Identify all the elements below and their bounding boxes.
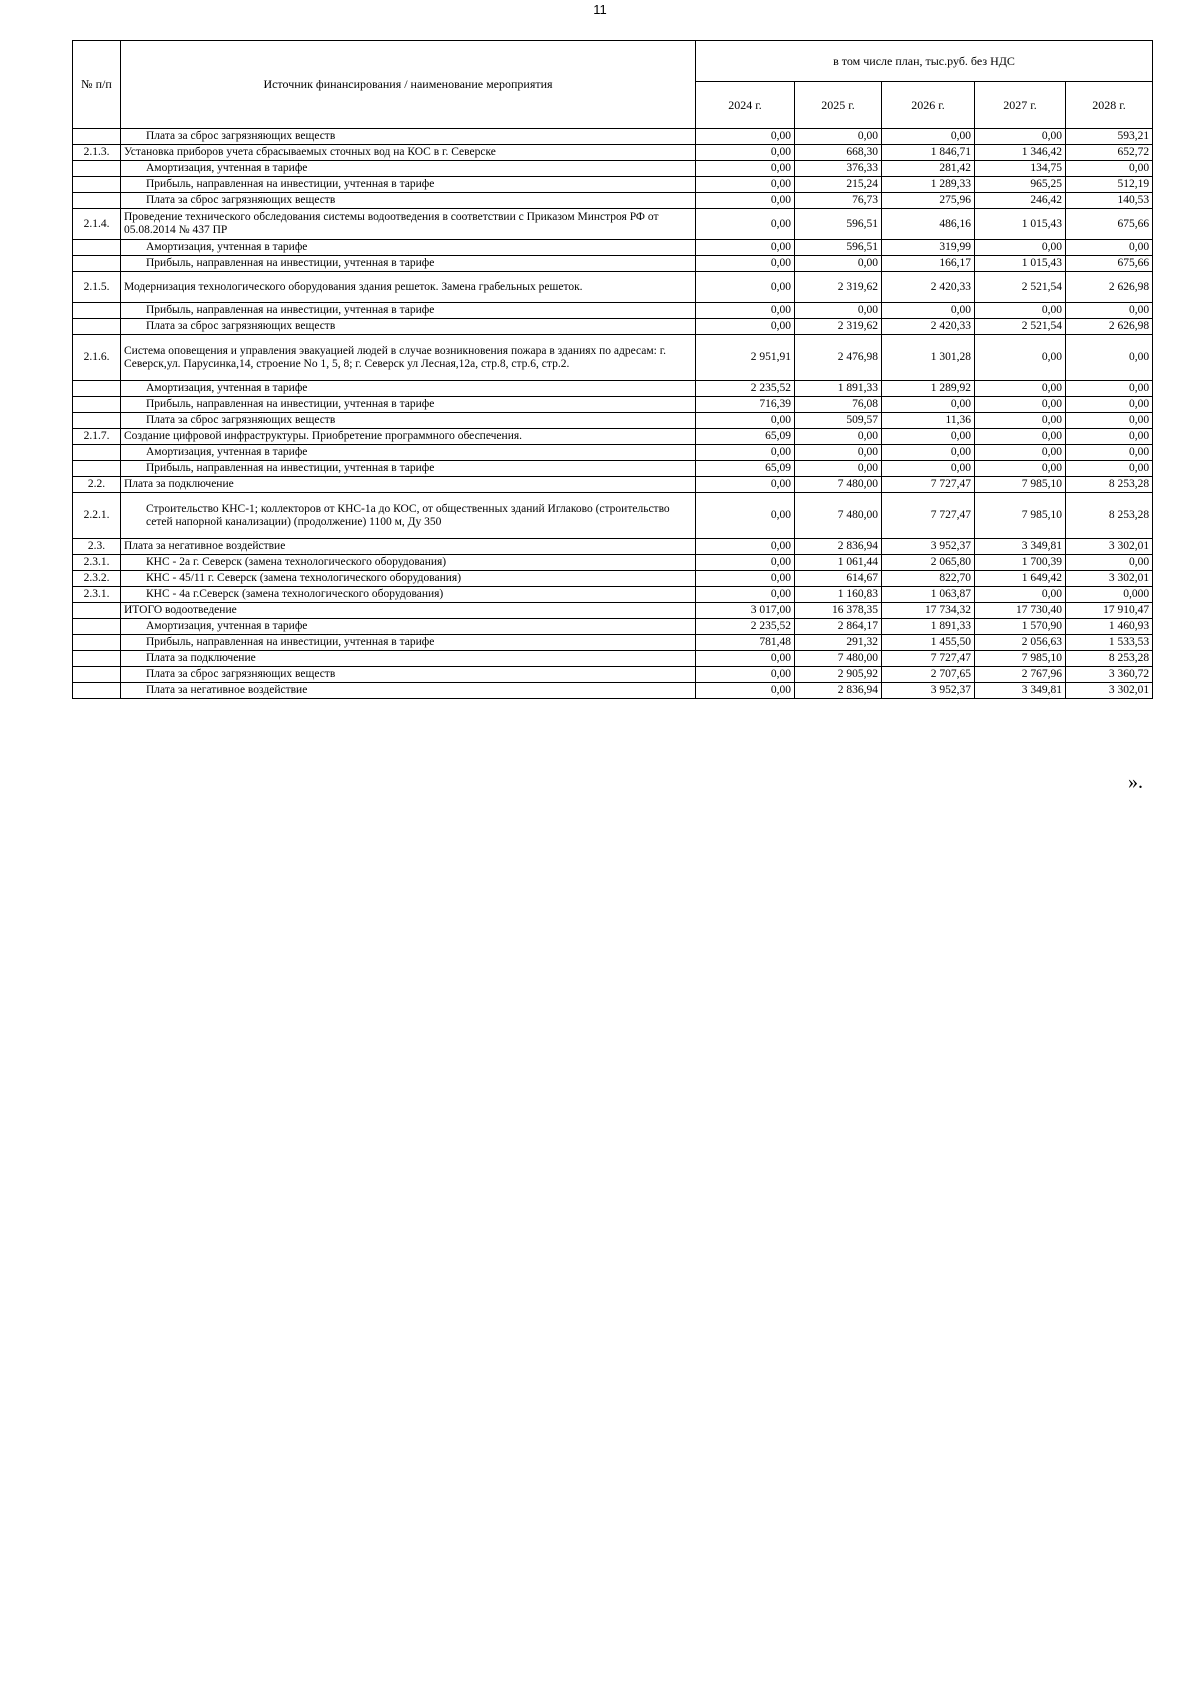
row-number: [73, 240, 121, 256]
value-cell-2024: 0,00: [696, 240, 795, 256]
row-name: КНС - 45/11 г. Северск (замена технологического оборудования): [121, 571, 696, 587]
row-number: [73, 129, 121, 145]
table-row: [73, 129, 1153, 145]
row-number: [73, 445, 121, 461]
value-cell-2024: 0,00: [696, 319, 795, 335]
header-year-2024: 2024 г.: [696, 82, 795, 129]
value-cell-2028: 0,00: [1066, 413, 1153, 429]
value-cell-2024: 2 235,52: [696, 619, 795, 635]
row-name: Проведение технического обследования системы водоотведения в соответствии с Приказом Минстроя РФ от 05.08.2014 № 437 ПР: [121, 209, 696, 240]
row-number: 2.3.: [73, 539, 121, 555]
row-number: [73, 635, 121, 651]
row-number: 2.3.1.: [73, 555, 121, 571]
row-number: 2.1.3.: [73, 145, 121, 161]
value-cell-2027: 0,00: [975, 240, 1066, 256]
value-cell-2027: 0,00: [975, 461, 1066, 477]
value-cell-2026: 2 420,33: [882, 319, 975, 335]
value-cell-2027: 7 985,10: [975, 651, 1066, 667]
value-cell-2028: 0,00: [1066, 397, 1153, 413]
row-number: 2.3.1.: [73, 587, 121, 603]
value-cell-2028: 8 253,28: [1066, 493, 1153, 539]
value-cell-2024: 2 235,52: [696, 381, 795, 397]
row-name: Амортизация, учтенная в тарифе: [121, 445, 696, 461]
row-name: Прибыль, направленная на инвестиции, учтенная в тарифе: [121, 177, 696, 193]
value-cell-2026: 822,70: [882, 571, 975, 587]
financing-plan-table: [72, 40, 1153, 699]
value-cell-2025: 596,51: [795, 209, 882, 240]
value-cell-2024: 0,00: [696, 272, 795, 303]
value-cell-2024: 0,00: [696, 667, 795, 683]
value-cell-2028: 593,21: [1066, 129, 1153, 145]
table-row: [73, 161, 1153, 177]
value-cell-2025: 1 891,33: [795, 381, 882, 397]
table-row: [73, 335, 1153, 381]
value-cell-2025: 1 061,44: [795, 555, 882, 571]
table-row: [73, 555, 1153, 571]
value-cell-2027: 2 521,54: [975, 319, 1066, 335]
value-cell-2028: 3 302,01: [1066, 539, 1153, 555]
row-number: [73, 303, 121, 319]
value-cell-2026: 0,00: [882, 445, 975, 461]
value-cell-2028: 0,00: [1066, 303, 1153, 319]
value-cell-2027: 3 349,81: [975, 539, 1066, 555]
row-name: КНС - 4а г.Северск (замена технологического оборудования): [121, 587, 696, 603]
table-row: [73, 667, 1153, 683]
table-row: [73, 539, 1153, 555]
header-name: Источник финансирования / наименование мероприятия: [121, 41, 696, 129]
row-number: [73, 413, 121, 429]
row-number: [73, 651, 121, 667]
table-body: [73, 129, 1153, 699]
table-row: [73, 429, 1153, 445]
row-number: [73, 603, 121, 619]
table-row: [73, 493, 1153, 539]
value-cell-2027: 0,00: [975, 129, 1066, 145]
value-cell-2024: 0,00: [696, 539, 795, 555]
value-cell-2026: 319,99: [882, 240, 975, 256]
row-number: [73, 397, 121, 413]
value-cell-2026: 0,00: [882, 129, 975, 145]
row-number: [73, 161, 121, 177]
header-year-2027: 2027 г.: [975, 82, 1066, 129]
value-cell-2025: 291,32: [795, 635, 882, 651]
value-cell-2025: 76,73: [795, 193, 882, 209]
value-cell-2026: 7 727,47: [882, 477, 975, 493]
table-row: [73, 381, 1153, 397]
table-row: [73, 571, 1153, 587]
value-cell-2026: 1 891,33: [882, 619, 975, 635]
row-name: КНС - 2а г. Северск (замена технологического оборудования): [121, 555, 696, 571]
value-cell-2028: 652,72: [1066, 145, 1153, 161]
value-cell-2028: 512,19: [1066, 177, 1153, 193]
value-cell-2025: 2 476,98: [795, 335, 882, 381]
value-cell-2025: 2 319,62: [795, 319, 882, 335]
row-name: Модернизация технологического оборудования здания решеток. Замена грабельных решеток.: [121, 272, 696, 303]
value-cell-2026: 486,16: [882, 209, 975, 240]
row-name: Создание цифровой инфраструктуры. Приобретение программного обеспечения.: [121, 429, 696, 445]
value-cell-2027: 1 649,42: [975, 571, 1066, 587]
row-number: 2.1.7.: [73, 429, 121, 445]
row-name: Плата за сброс загрязняющих веществ: [121, 319, 696, 335]
value-cell-2024: 2 951,91: [696, 335, 795, 381]
table-row: [73, 461, 1153, 477]
value-cell-2027: 0,00: [975, 587, 1066, 603]
row-name: Плата за сброс загрязняющих веществ: [121, 413, 696, 429]
row-name: Прибыль, направленная на инвестиции, учтенная в тарифе: [121, 256, 696, 272]
value-cell-2024: 0,00: [696, 683, 795, 699]
value-cell-2024: 3 017,00: [696, 603, 795, 619]
value-cell-2024: 0,00: [696, 161, 795, 177]
value-cell-2024: 0,00: [696, 555, 795, 571]
value-cell-2027: 2 056,63: [975, 635, 1066, 651]
value-cell-2026: 2 707,65: [882, 667, 975, 683]
row-name: Прибыль, направленная на инвестиции, учтенная в тарифе: [121, 461, 696, 477]
value-cell-2026: 0,00: [882, 429, 975, 445]
value-cell-2026: 1 289,33: [882, 177, 975, 193]
value-cell-2026: 7 727,47: [882, 651, 975, 667]
value-cell-2026: 1 289,92: [882, 381, 975, 397]
table-row: [73, 256, 1153, 272]
value-cell-2026: 3 952,37: [882, 539, 975, 555]
value-cell-2027: 0,00: [975, 413, 1066, 429]
header-year-2028: 2028 г.: [1066, 82, 1153, 129]
closing-quote-mark: ».: [1128, 771, 1143, 793]
row-name: Система оповещения и управления эвакуацией людей в случае возникновения пожара в зданиях по адресам: г. Северск,ул. Парусинка,14, строение No 1, 5, 8; г. Северск ул Лесная,12а, стр.8, стр.6, стр.2.: [121, 335, 696, 381]
row-name: Амортизация, учтенная в тарифе: [121, 240, 696, 256]
value-cell-2024: 0,00: [696, 256, 795, 272]
value-cell-2028: 3 302,01: [1066, 571, 1153, 587]
table-row: [73, 477, 1153, 493]
value-cell-2025: 7 480,00: [795, 477, 882, 493]
value-cell-2025: 2 905,92: [795, 667, 882, 683]
value-cell-2027: 0,00: [975, 381, 1066, 397]
value-cell-2027: 1 570,90: [975, 619, 1066, 635]
value-cell-2027: 7 985,10: [975, 493, 1066, 539]
value-cell-2024: 781,48: [696, 635, 795, 651]
value-cell-2028: 3 360,72: [1066, 667, 1153, 683]
row-name: ИТОГО водоотведение: [121, 603, 696, 619]
row-number: 2.2.1.: [73, 493, 121, 539]
value-cell-2028: 0,00: [1066, 381, 1153, 397]
header-year-2026: 2026 г.: [882, 82, 975, 129]
row-name: Амортизация, учтенная в тарифе: [121, 619, 696, 635]
value-cell-2028: 17 910,47: [1066, 603, 1153, 619]
value-cell-2024: 65,09: [696, 429, 795, 445]
row-number: [73, 319, 121, 335]
value-cell-2028: 675,66: [1066, 209, 1153, 240]
value-cell-2025: 7 480,00: [795, 651, 882, 667]
value-cell-2025: 0,00: [795, 445, 882, 461]
value-cell-2026: 17 734,32: [882, 603, 975, 619]
table-row: [73, 240, 1153, 256]
value-cell-2025: 0,00: [795, 256, 882, 272]
value-cell-2025: 509,57: [795, 413, 882, 429]
value-cell-2028: 0,00: [1066, 335, 1153, 381]
value-cell-2025: 1 160,83: [795, 587, 882, 603]
value-cell-2025: 0,00: [795, 303, 882, 319]
value-cell-2026: 1 455,50: [882, 635, 975, 651]
row-name: Плата за негативное воздействие: [121, 539, 696, 555]
value-cell-2027: 0,00: [975, 303, 1066, 319]
row-number: 2.2.: [73, 477, 121, 493]
value-cell-2024: 716,39: [696, 397, 795, 413]
value-cell-2024: 0,00: [696, 145, 795, 161]
value-cell-2025: 7 480,00: [795, 493, 882, 539]
row-name: Установка приборов учета сбрасываемых сточных вод на КОС в г. Северске: [121, 145, 696, 161]
value-cell-2026: 11,36: [882, 413, 975, 429]
table-row: [73, 445, 1153, 461]
value-cell-2025: 215,24: [795, 177, 882, 193]
value-cell-2027: 0,00: [975, 445, 1066, 461]
value-cell-2028: 3 302,01: [1066, 683, 1153, 699]
value-cell-2026: 1 063,87: [882, 587, 975, 603]
row-name: Амортизация, учтенная в тарифе: [121, 161, 696, 177]
row-number: 2.1.4.: [73, 209, 121, 240]
row-name: Плата за сброс загрязняющих веществ: [121, 193, 696, 209]
row-number: 2.1.5.: [73, 272, 121, 303]
value-cell-2024: 0,00: [696, 493, 795, 539]
table-row: [73, 635, 1153, 651]
row-number: [73, 461, 121, 477]
table-row: [73, 303, 1153, 319]
value-cell-2026: 0,00: [882, 303, 975, 319]
value-cell-2026: 3 952,37: [882, 683, 975, 699]
value-cell-2024: 65,09: [696, 461, 795, 477]
value-cell-2024: 0,00: [696, 445, 795, 461]
value-cell-2025: 596,51: [795, 240, 882, 256]
value-cell-2028: 0,00: [1066, 429, 1153, 445]
value-cell-2026: 1 301,28: [882, 335, 975, 381]
row-name: Прибыль, направленная на инвестиции, учтенная в тарифе: [121, 397, 696, 413]
value-cell-2025: 0,00: [795, 461, 882, 477]
row-name: Плата за сброс загрязняющих веществ: [121, 667, 696, 683]
value-cell-2027: 0,00: [975, 335, 1066, 381]
value-cell-2025: 0,00: [795, 129, 882, 145]
value-cell-2028: 675,66: [1066, 256, 1153, 272]
value-cell-2027: 1 346,42: [975, 145, 1066, 161]
value-cell-2026: 7 727,47: [882, 493, 975, 539]
value-cell-2024: 0,00: [696, 413, 795, 429]
value-cell-2027: 7 985,10: [975, 477, 1066, 493]
value-cell-2028: 0,00: [1066, 445, 1153, 461]
row-name: Амортизация, учтенная в тарифе: [121, 381, 696, 397]
table-row: [73, 177, 1153, 193]
value-cell-2026: 281,42: [882, 161, 975, 177]
row-number: [73, 177, 121, 193]
value-cell-2027: 1 015,43: [975, 256, 1066, 272]
row-number: [73, 381, 121, 397]
value-cell-2025: 2 836,94: [795, 539, 882, 555]
row-name: Плата за подключение: [121, 651, 696, 667]
table-row: [73, 619, 1153, 635]
value-cell-2024: 0,00: [696, 571, 795, 587]
value-cell-2028: 1 533,53: [1066, 635, 1153, 651]
value-cell-2027: 1 700,39: [975, 555, 1066, 571]
table-row: [73, 193, 1153, 209]
value-cell-2025: 668,30: [795, 145, 882, 161]
page-number: 11: [593, 2, 607, 17]
value-cell-2027: 965,25: [975, 177, 1066, 193]
value-cell-2024: 0,00: [696, 477, 795, 493]
value-cell-2028: 0,00: [1066, 240, 1153, 256]
value-cell-2024: 0,00: [696, 177, 795, 193]
row-number: [73, 256, 121, 272]
table-row: [73, 145, 1153, 161]
value-cell-2024: 0,00: [696, 209, 795, 240]
value-cell-2025: 614,67: [795, 571, 882, 587]
value-cell-2028: 2 626,98: [1066, 272, 1153, 303]
value-cell-2027: 0,00: [975, 397, 1066, 413]
value-cell-2027: 134,75: [975, 161, 1066, 177]
row-number: [73, 667, 121, 683]
value-cell-2028: 1 460,93: [1066, 619, 1153, 635]
value-cell-2028: 2 626,98: [1066, 319, 1153, 335]
row-name: Строительство КНС-1; коллекторов от КНС-1а до КОС, от общественных зданий Иглаково (строительство сетей напорной канализации) (продолжение) 1100 м, Ду 350: [121, 493, 696, 539]
value-cell-2027: 2 521,54: [975, 272, 1066, 303]
row-name: Плата за сброс загрязняющих веществ: [121, 129, 696, 145]
value-cell-2027: 2 767,96: [975, 667, 1066, 683]
value-cell-2026: 0,00: [882, 461, 975, 477]
value-cell-2026: 275,96: [882, 193, 975, 209]
row-number: 2.1.6.: [73, 335, 121, 381]
table-row: [73, 683, 1153, 699]
row-name: Плата за подключение: [121, 477, 696, 493]
row-name: Плата за негативное воздействие: [121, 683, 696, 699]
header-plan-group: в том числе план, тыс.руб. без НДС: [696, 41, 1153, 82]
row-number: [73, 619, 121, 635]
value-cell-2028: 0,00: [1066, 161, 1153, 177]
value-cell-2028: 0,000: [1066, 587, 1153, 603]
value-cell-2027: 246,42: [975, 193, 1066, 209]
value-cell-2026: 166,17: [882, 256, 975, 272]
value-cell-2025: 76,08: [795, 397, 882, 413]
value-cell-2028: 0,00: [1066, 461, 1153, 477]
row-number: [73, 193, 121, 209]
value-cell-2027: 17 730,40: [975, 603, 1066, 619]
row-number: [73, 683, 121, 699]
value-cell-2025: 2 864,17: [795, 619, 882, 635]
value-cell-2024: 0,00: [696, 193, 795, 209]
table-row: [73, 413, 1153, 429]
value-cell-2028: 8 253,28: [1066, 651, 1153, 667]
value-cell-2026: 0,00: [882, 397, 975, 413]
value-cell-2025: 2 319,62: [795, 272, 882, 303]
table-row: [73, 651, 1153, 667]
value-cell-2028: 8 253,28: [1066, 477, 1153, 493]
table-row: [73, 397, 1153, 413]
value-cell-2026: 1 846,71: [882, 145, 975, 161]
value-cell-2024: 0,00: [696, 129, 795, 145]
table-row: [73, 272, 1153, 303]
value-cell-2024: 0,00: [696, 303, 795, 319]
value-cell-2027: 0,00: [975, 429, 1066, 445]
header-year-2025: 2025 г.: [795, 82, 882, 129]
table-row: [73, 587, 1153, 603]
row-name: Прибыль, направленная на инвестиции, учтенная в тарифе: [121, 303, 696, 319]
value-cell-2027: 3 349,81: [975, 683, 1066, 699]
table-row: [73, 319, 1153, 335]
value-cell-2025: 2 836,94: [795, 683, 882, 699]
value-cell-2025: 376,33: [795, 161, 882, 177]
value-cell-2024: 0,00: [696, 587, 795, 603]
value-cell-2024: 0,00: [696, 651, 795, 667]
header-num: № п/п: [73, 41, 121, 129]
table-row: [73, 603, 1153, 619]
table-row: [73, 209, 1153, 240]
value-cell-2025: 0,00: [795, 429, 882, 445]
row-number: 2.3.2.: [73, 571, 121, 587]
row-name: Прибыль, направленная на инвестиции, учтенная в тарифе: [121, 635, 696, 651]
value-cell-2028: 140,53: [1066, 193, 1153, 209]
value-cell-2028: 0,00: [1066, 555, 1153, 571]
value-cell-2025: 16 378,35: [795, 603, 882, 619]
value-cell-2026: 2 065,80: [882, 555, 975, 571]
value-cell-2026: 2 420,33: [882, 272, 975, 303]
value-cell-2027: 1 015,43: [975, 209, 1066, 240]
